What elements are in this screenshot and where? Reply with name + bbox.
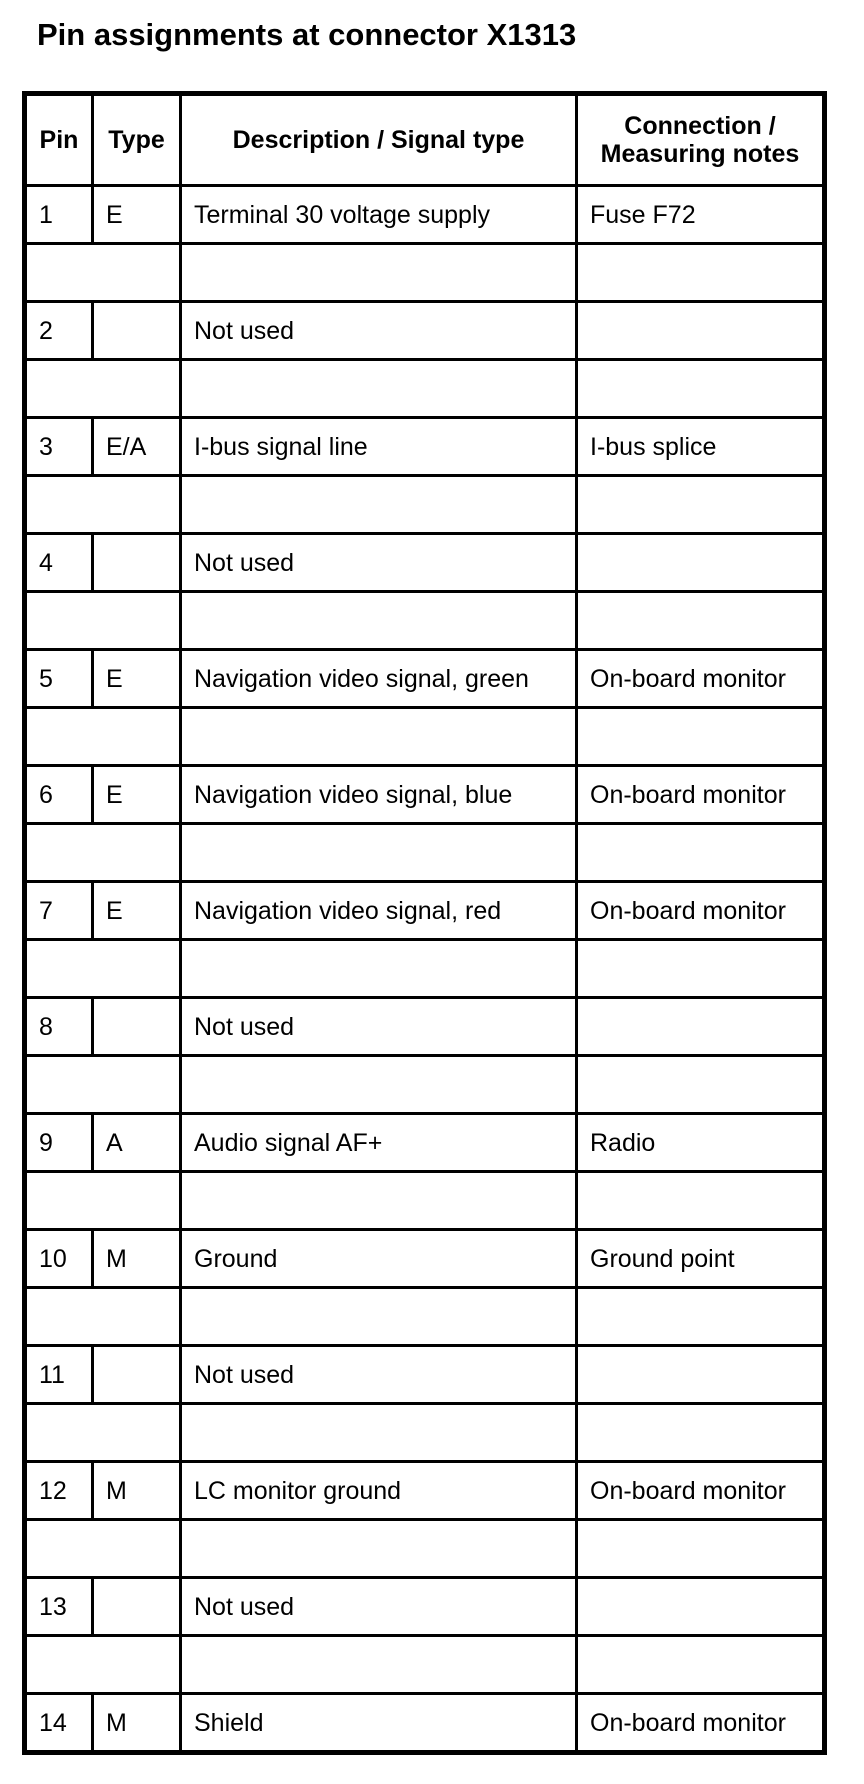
cell-connection: I-bus splice [577,418,825,476]
cell-pin: 9 [25,1114,93,1172]
cell-description: Navigation video signal, green [181,650,577,708]
spacer-cell [577,244,825,302]
cell-connection [577,534,825,592]
spacer-row [25,1636,825,1694]
cell-description: Terminal 30 voltage supply [181,186,577,244]
cell-connection: On-board monitor [577,650,825,708]
spacer-row [25,824,825,882]
cell-connection [577,302,825,360]
cell-description: Not used [181,302,577,360]
table-row [25,1230,825,1288]
table-row [25,1346,825,1404]
table-header-row [25,94,825,186]
cell-type [93,1578,181,1636]
cell-type [93,1346,181,1404]
cell-pin: 8 [25,998,93,1056]
column-header-description: Description / Signal type [181,94,577,186]
spacer-cell [25,708,181,766]
cell-pin: 13 [25,1578,93,1636]
cell-connection [577,1346,825,1404]
spacer-row [25,244,825,302]
spacer-cell [181,1520,577,1578]
spacer-cell [181,1056,577,1114]
spacer-cell [577,1520,825,1578]
column-header-pin: Pin [25,94,93,186]
spacer-cell [577,1056,825,1114]
table-row [25,186,825,244]
spacer-cell [181,1636,577,1694]
cell-pin: 14 [25,1694,93,1753]
spacer-cell [577,592,825,650]
table-row [25,418,825,476]
cell-type: E [93,766,181,824]
cell-pin: 4 [25,534,93,592]
spacer-cell [577,1636,825,1694]
spacer-cell [181,476,577,534]
table-row [25,1114,825,1172]
cell-pin: 5 [25,650,93,708]
spacer-row [25,592,825,650]
cell-pin: 6 [25,766,93,824]
spacer-cell [181,1404,577,1462]
spacer-cell [577,824,825,882]
spacer-cell [577,1288,825,1346]
spacer-cell [181,824,577,882]
table-row [25,1462,825,1520]
spacer-row [25,1404,825,1462]
cell-type: M [93,1230,181,1288]
table-row [25,998,825,1056]
cell-pin: 7 [25,882,93,940]
cell-description: Not used [181,1578,577,1636]
spacer-row [25,1172,825,1230]
spacer-row [25,708,825,766]
spacer-row [25,1288,825,1346]
table-row [25,766,825,824]
spacer-cell [577,708,825,766]
cell-pin: 2 [25,302,93,360]
cell-description: Not used [181,998,577,1056]
cell-description: Ground [181,1230,577,1288]
spacer-cell [25,824,181,882]
cell-description: LC monitor ground [181,1462,577,1520]
cell-connection: On-board monitor [577,1462,825,1520]
column-header-type: Type [93,94,181,186]
spacer-cell [25,940,181,998]
spacer-row [25,940,825,998]
spacer-cell [577,1172,825,1230]
spacer-row [25,360,825,418]
page-title: Pin assignments at connector X1313 [37,17,577,52]
cell-type: M [93,1462,181,1520]
spacer-cell [181,940,577,998]
cell-pin: 12 [25,1462,93,1520]
cell-description: Shield [181,1694,577,1753]
cell-type: E/A [93,418,181,476]
spacer-row [25,476,825,534]
spacer-cell [181,1288,577,1346]
spacer-cell [25,592,181,650]
table-row [25,1694,825,1753]
spacer-cell [181,244,577,302]
spacer-cell [25,244,181,302]
spacer-cell [577,940,825,998]
cell-type: M [93,1694,181,1753]
cell-pin: 3 [25,418,93,476]
spacer-cell [577,476,825,534]
cell-description: Not used [181,534,577,592]
table-row [25,534,825,592]
cell-connection: On-board monitor [577,882,825,940]
table-row [25,882,825,940]
pin-assignment-table [22,91,827,1755]
cell-type: A [93,1114,181,1172]
cell-connection: Ground point [577,1230,825,1288]
spacer-cell [25,1056,181,1114]
table-row [25,650,825,708]
cell-description: Not used [181,1346,577,1404]
spacer-cell [25,1172,181,1230]
cell-description: Navigation video signal, red [181,882,577,940]
spacer-row [25,1056,825,1114]
spacer-cell [577,360,825,418]
cell-description: Audio signal AF+ [181,1114,577,1172]
cell-connection: On-board monitor [577,766,825,824]
cell-type [93,998,181,1056]
cell-connection [577,998,825,1056]
cell-type: E [93,186,181,244]
cell-pin: 11 [25,1346,93,1404]
spacer-cell [181,708,577,766]
cell-connection: Radio [577,1114,825,1172]
spacer-cell [25,1404,181,1462]
spacer-cell [25,1288,181,1346]
spacer-row [25,1520,825,1578]
table-row [25,302,825,360]
cell-connection: On-board monitor [577,1694,825,1753]
spacer-cell [25,1520,181,1578]
cell-pin: 10 [25,1230,93,1288]
cell-description: Navigation video signal, blue [181,766,577,824]
cell-type: E [93,650,181,708]
table-row [25,1578,825,1636]
spacer-cell [577,1404,825,1462]
column-header-connection: Connection / Measuring notes [577,94,825,186]
cell-type [93,534,181,592]
cell-description: I-bus signal line [181,418,577,476]
spacer-cell [181,360,577,418]
spacer-cell [25,476,181,534]
cell-pin: 1 [25,186,93,244]
cell-type [93,302,181,360]
cell-connection: Fuse F72 [577,186,825,244]
spacer-cell [25,1636,181,1694]
cell-connection [577,1578,825,1636]
cell-type: E [93,882,181,940]
table-body [25,186,825,1753]
spacer-cell [181,1172,577,1230]
spacer-cell [25,360,181,418]
spacer-cell [181,592,577,650]
